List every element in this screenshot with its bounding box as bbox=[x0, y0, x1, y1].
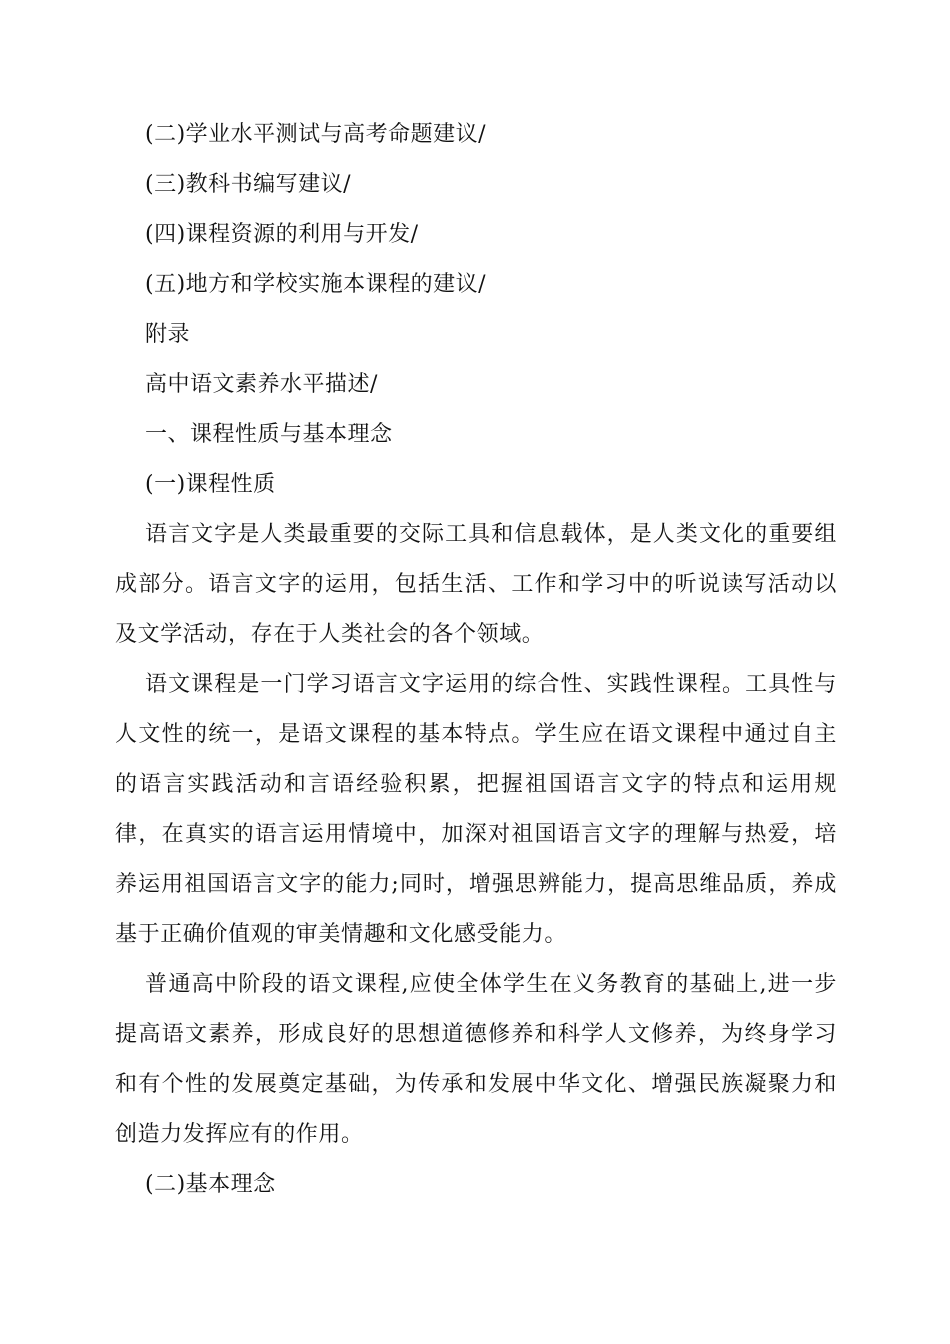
paragraph-high-school: 普通高中阶段的语文课程,应使全体学生在义务教育的基础上,进一步提高语文素养，形成良好的思想道德修养和科学人文修养，为终身学习和有个性的发展奠定基础，为传承和发展中华文化、增强民族凝聚力和创造力发挥应有的作用。 bbox=[115, 972, 837, 1147]
toc-line-academic-test: (二)学业水平测试与高考命题建议/ bbox=[145, 122, 487, 147]
toc-line-literacy-levels: 高中语文素养水平描述/ bbox=[145, 372, 378, 397]
toc-line-implementation: (五)地方和学校实施本课程的建议/ bbox=[145, 272, 487, 297]
paragraph-course: 语文课程是一门学习语言文字运用的综合性、实践性课程。工具性与人文性的统一，是语文课程的基本特点。学生应在语文课程中通过自主的语言实践活动和言语经验积累，把握祖国语言文字的特点和运用规律，在真实的语言运用情境中，加深对祖国语言文字的理解与热爱，培养运用祖国语言文字的能力;同时，增强思辨能力，提高思维品质，养成基于正确价值观的审美情趣和文化感受能力。 bbox=[115, 672, 837, 947]
toc-line-appendix: 附录 bbox=[145, 322, 191, 347]
toc-line-textbook: (三)教科书编写建议/ bbox=[145, 172, 352, 197]
section-heading: 一、课程性质与基本理念 bbox=[145, 422, 393, 447]
document-body bbox=[115, 110, 837, 1210]
paragraph-language: 语言文字是人类最重要的交际工具和信息载体，是人类文化的重要组成部分。语言文字的运用，包括生活、工作和学习中的听说读写活动以及文学活动，存在于人类社会的各个领域。 bbox=[115, 522, 837, 647]
subsection-heading-philosophy: (二)基本理念 bbox=[145, 1172, 276, 1197]
toc-line-resources: (四)课程资源的利用与开发/ bbox=[145, 222, 419, 247]
subsection-heading-nature: (一)课程性质 bbox=[145, 472, 276, 497]
